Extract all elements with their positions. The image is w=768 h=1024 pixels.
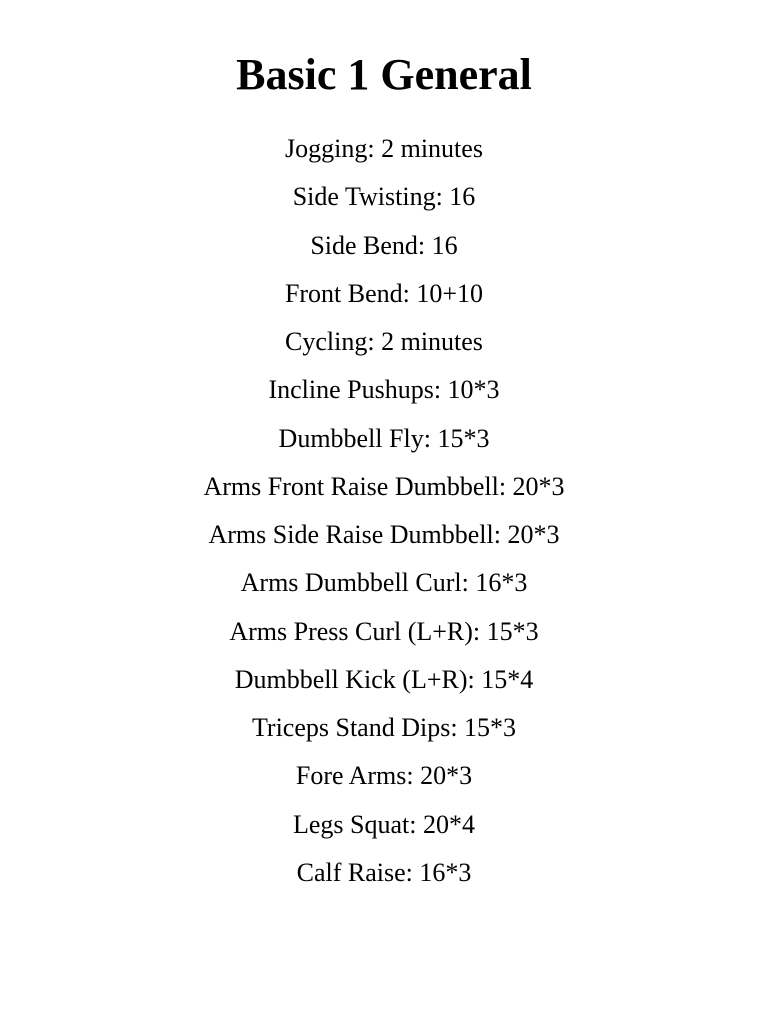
exercise-item-calf-raise: Calf Raise: 16*3 [296, 857, 472, 887]
exercise-list [0, 130, 768, 902]
exercise-item-arms-press-curl: Arms Press Curl (L+R): 15*3 [229, 616, 539, 646]
exercise-item-front-bend: Front Bend: 10+10 [284, 278, 484, 308]
exercise-item-jogging: Jogging: 2 minutes [285, 134, 483, 163]
exercise-item-legs-squat: Legs Squat: 20*4 [293, 809, 475, 839]
exercise-item-dumbbell-fly: Dumbbell Fly: 15*3 [278, 423, 490, 453]
exercise-item-cycling: Cycling: 2 minutes [285, 327, 483, 356]
exercise-item-dumbbell-kick: Dumbbell Kick (L+R): 15*4 [234, 664, 534, 694]
exercise-item-arms-front-raise: Arms Front Raise Dumbbell: 20*3 [203, 471, 565, 501]
exercise-item-arms-dumbbell-curl: Arms Dumbbell Curl: 16*3 [240, 568, 528, 598]
exercise-item-fore-arms: Fore Arms: 20*3 [295, 761, 473, 791]
exercise-item-incline-pushups: Incline Pushups: 10*3 [268, 375, 500, 405]
exercise-item-triceps-stand-dips: Triceps Stand Dips: 15*3 [251, 713, 517, 742]
exercise-item-side-bend: Side Bend: 16 [310, 230, 458, 260]
page-title: Basic 1 General [236, 50, 532, 99]
exercise-item-arms-side-raise: Arms Side Raise Dumbbell: 20*3 [208, 520, 560, 549]
exercise-item-side-twisting: Side Twisting: 16 [292, 182, 476, 212]
